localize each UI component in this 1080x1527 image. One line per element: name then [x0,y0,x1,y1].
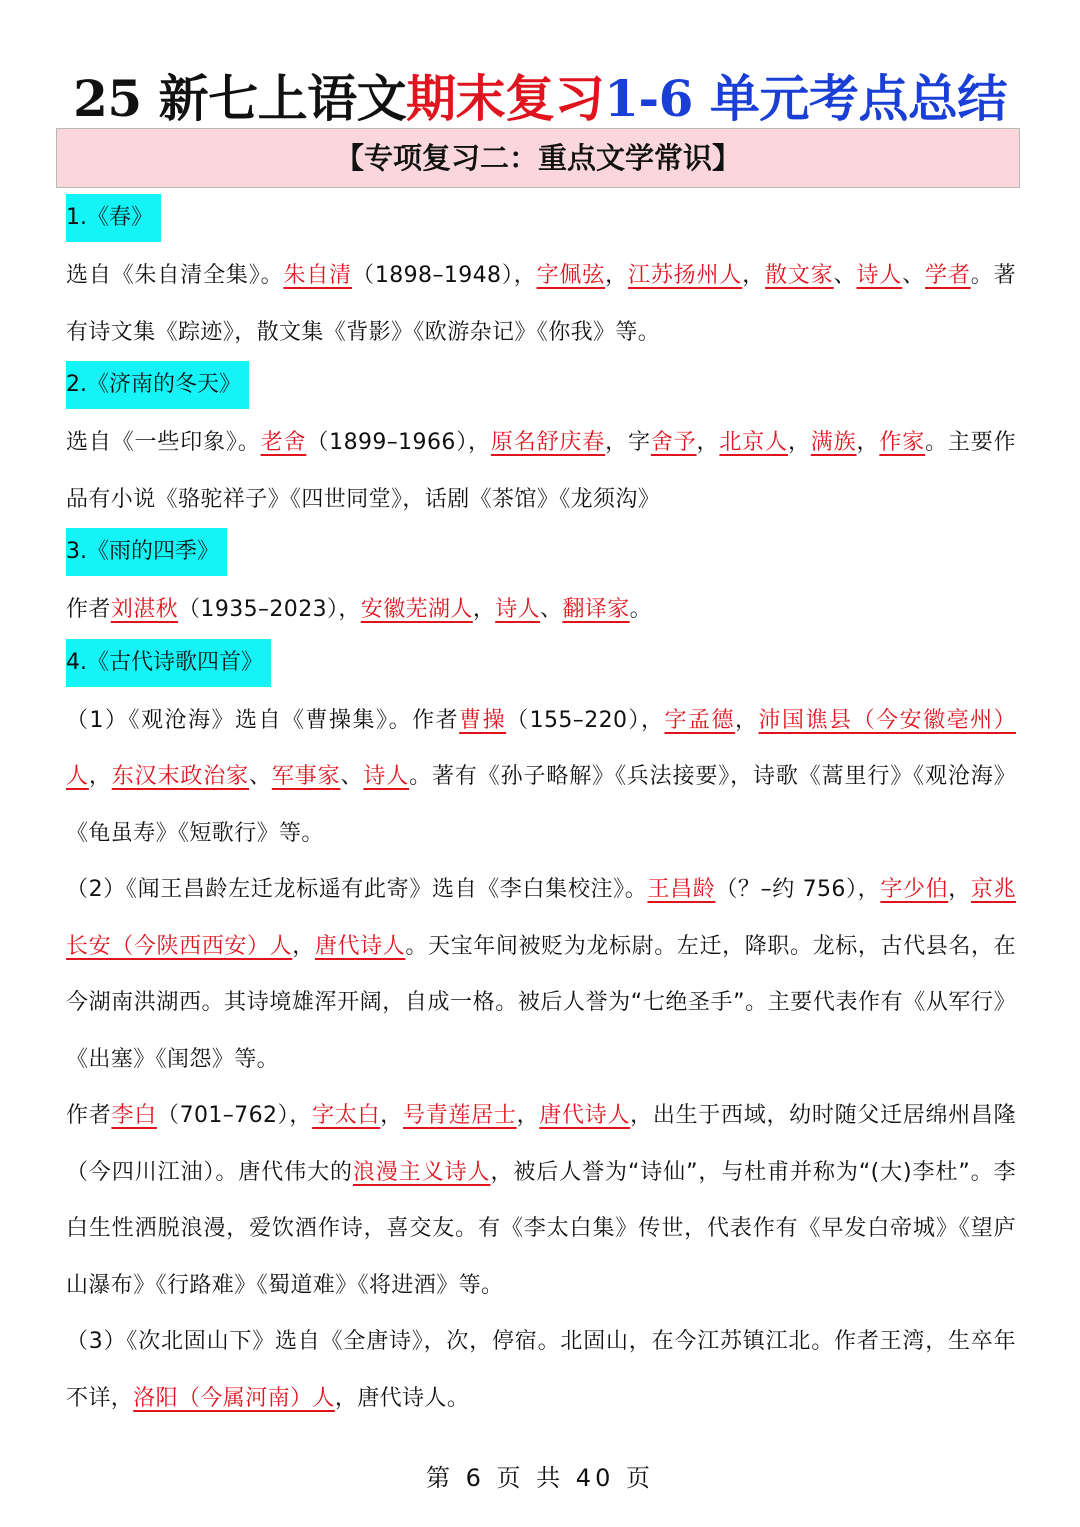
paragraph [66,1088,1016,1314]
section-heading: 4.《古代诗歌四首》 [66,639,271,687]
body-text: 、 [340,764,364,789]
key-term: 诗人 [856,263,903,288]
key-term: 学者 [925,263,971,288]
body-text: 选自《一些印象》。 [66,430,261,455]
body-text: ， [742,263,766,288]
key-term: 浪漫主义诗人 [352,1159,491,1185]
body-text: （1899–1966）， [306,430,491,455]
section-heading: 3.《雨的四季》 [66,528,227,576]
key-term: 曹操 [459,707,507,733]
key-term: 江苏扬州人 [627,263,743,288]
body-text: （？–约 756）， [715,877,881,902]
key-term: 翻译家 [562,597,630,622]
body-text: ， [380,1103,403,1128]
body-text: 。天宝年间被贬为龙标尉。左迁，降职。龙标，古代县名，在今湖南洪湖西。其诗境雄浑开阔，自成一格。被后人誉为“七绝圣手”。主要代表作有《从军行》《出塞》《闺怨》等。 [66,933,1016,1072]
key-term: 洛阳（今属河南）人 [133,1385,335,1411]
body-text: 、 [248,764,272,789]
body-text: 、 [833,263,857,288]
body-text: ， [88,764,112,789]
body-text: ， [856,430,880,455]
body-text: ， [292,933,315,959]
body-text: 、 [540,597,563,622]
key-term: 舍予 [650,430,697,455]
page-number: 第 6 页 共 40 页 [426,1464,654,1492]
key-term: 安徽芜湖人 [360,597,473,622]
body-text: 。著有《孙子略解》《兵法接要》，诗歌《蒿里行》《观沧海》《龟虽寿》《短歌行》等。 [66,764,1017,846]
key-term: 字佩弦 [536,263,606,288]
key-term: 老舍 [260,430,307,455]
body-text: ，被后人誉为“诗仙”，与杜甫并称为“(大)李杜”。李白生性洒脱浪漫，爱饮酒作诗，喜交友。有《李太白集》传世，代表作有《早发白帝城》《望庐山瀑布》《行路难》《蜀道难》《将进酒》等。 [66,1159,1016,1298]
title-part-3: 1-6 单元考点总结 [604,69,1007,128]
key-term: 号青莲居士 [403,1103,517,1128]
body-text: ， [472,597,496,622]
section-banner: 【专项复习二：重点文学常识】 [56,128,1020,188]
key-term: 刘湛秋 [110,597,179,622]
body-text: 作者 [66,597,111,622]
body-text: （1935–2023）， [178,597,361,622]
body-text: ， [735,707,759,733]
paragraph [66,862,1016,1088]
title-part-1: 25 新七上语文 [73,69,407,128]
body-text: 。主要作品有小说《骆驼祥子》《四世同堂》，话剧《茶馆》《龙须沟》 [66,430,1017,512]
body-text: 、 [902,263,926,288]
paragraph [66,415,1016,528]
key-term: 字太白 [312,1103,381,1128]
key-term: 满族 [810,430,857,455]
title-part-2: 期末复习 [406,69,605,128]
section-heading: 1.《春》 [66,194,161,242]
key-term: 散文家 [765,263,834,288]
body-text: （2）《闻王昌龄左迁龙标遥有此寄》选自《李白集校注》。 [66,877,648,902]
body-text: （1）《观沧海》选自《曹操集》。作者 [66,707,460,733]
paragraph [66,248,1016,361]
body-text: ，出生于西域，幼时随父迁居绵州昌隆（今四川江油）。唐代伟大的 [66,1103,1016,1185]
key-term: 李白 [111,1103,157,1128]
key-term: 字少伯 [880,877,949,902]
key-term: 诗人 [363,764,410,789]
body-text: 选自《朱自清全集》。 [66,263,284,288]
body-text: ， [787,430,811,455]
body-text: ， [605,263,628,288]
page-title [0,62,1080,136]
section-heading: 2.《济南的冬天》 [66,361,249,409]
key-term: 军事家 [271,764,341,789]
key-term: 唐代诗人 [539,1103,631,1128]
key-term: 诗人 [495,597,541,622]
document-body [66,194,1016,1427]
key-term: 朱自清 [283,263,353,288]
key-term: 京兆长安（今陕西西安）人 [66,877,1016,959]
paragraph [66,693,1016,863]
paragraph [66,582,1016,639]
body-text: ， [948,877,971,902]
key-term: 字孟德 [664,707,736,733]
body-text: （3）《次北固山下》选自《全唐诗》，次，停宿。北固山，在今江苏镇江北。作者王湾，生卒年不详， [66,1329,1016,1411]
body-text: ， [696,430,720,455]
key-term: 沛国谯县（今安徽亳州）人 [66,707,1016,789]
body-text: ，唐代诗人。 [334,1385,470,1411]
body-text: （155–220）， [506,707,665,733]
key-term: 原名舒庆春 [490,430,606,455]
body-text: ，字 [605,430,651,455]
key-term: 东汉末政治家 [111,764,249,789]
key-term: 作家 [879,430,926,455]
key-term: 北京人 [719,430,788,455]
body-text: 作者 [66,1103,112,1128]
paragraph [66,1314,1016,1427]
body-text: 。著有诗文集《踪迹》，散文集《背影》《欧游杂记》《你我》等。 [66,263,1016,345]
body-text: （701–762）， [156,1103,313,1128]
key-term: 唐代诗人 [314,933,406,959]
body-text: （1898–1948）， [352,263,537,288]
body-text: ， [516,1103,540,1128]
key-term: 王昌龄 [647,877,716,902]
body-text: 。 [629,597,653,622]
